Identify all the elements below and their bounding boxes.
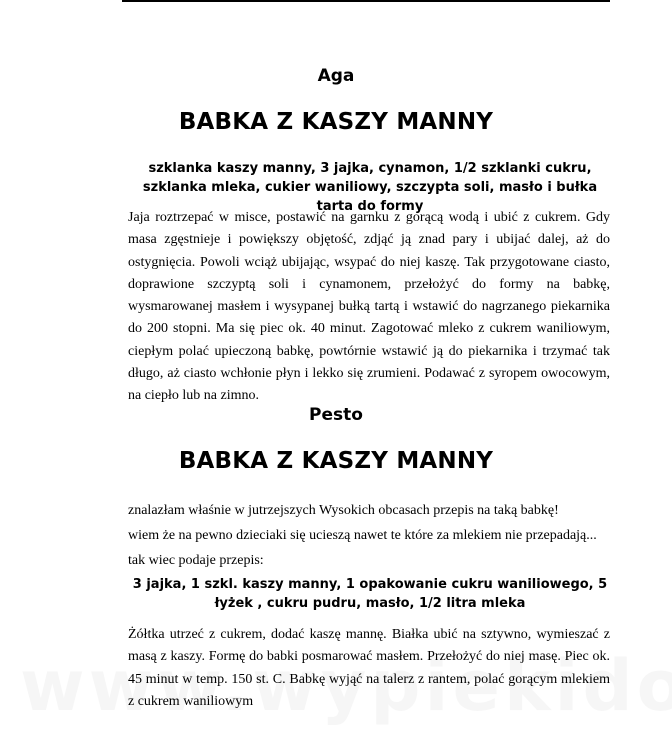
recipe-2-author: Pesto (309, 405, 363, 425)
top-divider (122, 0, 610, 2)
recipe-2-intro-line: znalazłam właśnie w jutrzejszych Wysokich obcasach przepis na taką babkę! (128, 503, 559, 518)
recipe-1-author: Aga (317, 66, 355, 86)
recipe-1-ingredients: szklanka kaszy manny, 3 jajka, cynamon, 1/2 szklanki cukru, szklanka mleka, cukier waniliowy, szczypta soli, masło i bułka tarta do formy (142, 161, 598, 214)
recipe-1-instructions: Jaja roztrzepać w misce, postawić na garnku z gorącą wodą i ubić z cukrem. Gdy masa zgęstnieje i powiększy objętość, zdjąć ją znad pary i ubijać dalej, aż do ostygnięcia. Powoli wciąż ubijając, wsypać do niej kaszę. Tak przygotowane ciasto, doprawione szczyptą soli i cynamonem, przełożyć do formy na babkę, wysmarowanej masłem i wysypanej bułką tartą i wstawić do nagrzanego piekarnika do 200 stopni. Ma się piec ok. 40 minut. Zagotować mleko z cukrem waniliowym, ciepłym polać upieczoną babkę, powtórnie wstawić ją do piekarnika i trzymać tak długo, aż ciasto wchłonie płyn i lekko się zrumieni. Podawać z syropem owocowym, na ciepło lub na zimno. (128, 210, 610, 404)
recipe-2-title: BABKA Z KASZY MANNY (178, 448, 494, 474)
recipe-1-title: BABKA Z KASZY MANNY (178, 109, 494, 135)
recipe-2-ingredients: 3 jajka, 1 szkl. kaszy manny, 1 opakowanie cukru waniliowego, 5 łyżek , cukru pudru, masło, 1/2 litra mleka (132, 577, 608, 611)
recipe-2-instructions: Żółtka utrzeć z cukrem, dodać kaszę mannę. Białka ubić na sztywno, wymieszać z masą z kaszy. Formę do babki posmarować masłem. Przełożyć do niej masę. Piec ok. 45 minut w temp. 150 st. C. Babkę wyjąć na talerz z rantem, polać gorącym mlekiem z cukrem waniliowym (128, 627, 610, 709)
recipe-2-intro-line: wiem że na pewno dzieciaki się ucieszą nawet te które za mlekiem nie przepadają... (128, 528, 597, 543)
recipe-2-intro-line: tak wiec podaje przepis: (128, 553, 264, 568)
